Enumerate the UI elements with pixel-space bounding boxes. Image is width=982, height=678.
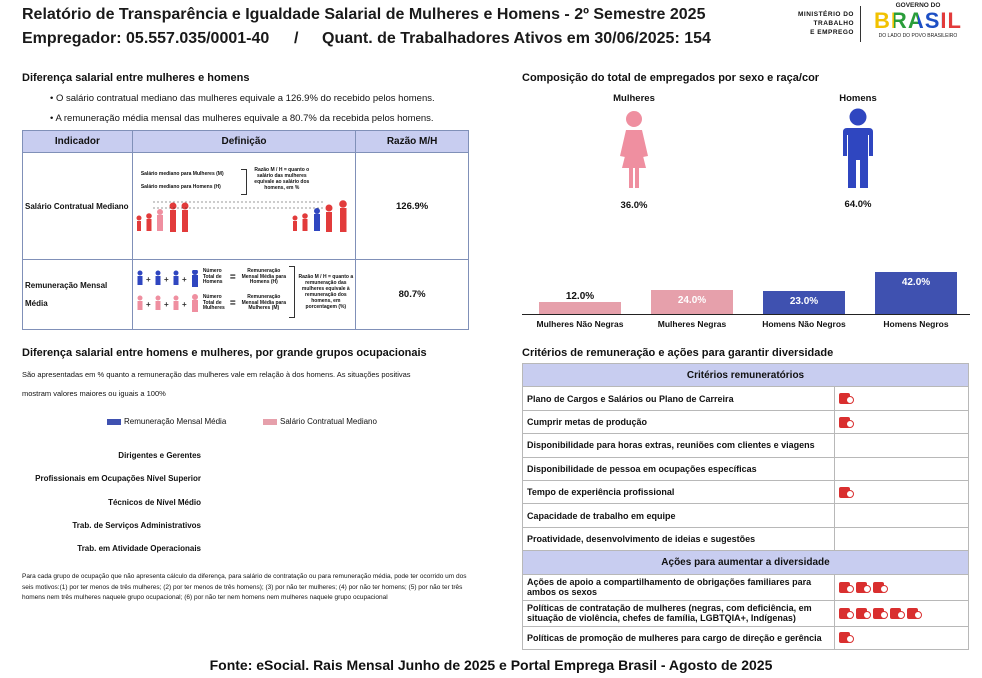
women-label: Mulheres (613, 93, 655, 104)
ministry-line-2: TRABALHO (813, 20, 854, 27)
occupational-footnote: Para cada grupo de ocupação que não apresenta cálculo da diferença, para salário de contratação ou para remuneração média, pode ter ocorrido um dos seis motivos:(1) por ter menos de três mulheres; (2) por ter menos de três homens); (3) por não ter mulheres; (4) por não ter homens; (5) por não ter três homens nem três mulheres naquele grupo ocupacional; (6) por não ter nem homens nem mulheres naquele grupo ocupacional (22, 573, 467, 601)
occupational-desc-1: São apresentadas em % quanto a remuneração das mulheres vale em relação à dos homens. As situações positivas (22, 370, 411, 379)
ratio-value: 80.7% (356, 260, 469, 330)
legend-label: Remuneração Mensal Média (124, 417, 227, 426)
company-building-icon (839, 417, 850, 428)
table-row (23, 153, 469, 260)
remuneration-criterion-row (523, 480, 969, 503)
col-header-ratio: Razão M/H (356, 131, 469, 153)
legend-label: Salário Contratual Mediano (280, 417, 377, 426)
table-row (23, 260, 469, 330)
company-building-icon (873, 582, 884, 593)
gov-logo-top: GOVERNO DO (895, 2, 941, 9)
criterion-icons (835, 626, 969, 649)
criterion-icons (835, 504, 969, 527)
def-men-median: Salário mediano para Homens (H) (140, 184, 221, 190)
salary-indicator-table (22, 130, 469, 330)
svg-text:+: + (181, 300, 187, 309)
criterion-icons (835, 410, 969, 433)
remuneration-criterion-row (523, 504, 969, 527)
indicator-name: Remuneração Mensal Média (23, 260, 133, 330)
criteria-title: Critérios de remuneração e ações para garantir diversidade (522, 347, 834, 359)
def-women-remuneration: Remuneração Mensal Média para Mulheres (M) (241, 294, 287, 311)
col-header-definition: Definição (132, 131, 355, 153)
men-percentage: 64.0% (844, 199, 872, 210)
diversity-action-row (523, 626, 969, 649)
company-building-icon (856, 608, 867, 619)
brace (289, 266, 295, 318)
criterion-label: Tempo de experiência profissional (523, 480, 835, 503)
criterion-label: Ações de apoio a compartilhamento de obrigações familiares para ambos os sexos (523, 574, 835, 600)
company-building-icon (856, 582, 867, 593)
bar-data-label: 23.0% (789, 296, 819, 307)
women-percentage: 36.0% (620, 200, 648, 211)
bar-data-label: 12.0% (565, 291, 595, 302)
def-men-remuneration: Remuneração Mensal Média para Homens (H) (241, 268, 287, 285)
company-building-icon (890, 608, 901, 619)
report-title: Relatório de Transparência e Igualdade Salarial de Mulheres e Homens - 2º Semestre 2025 (22, 6, 706, 23)
criterion-icons (835, 574, 969, 600)
definition-cell (132, 260, 355, 330)
occupation-group-label: Trab. em Atividade Operacionais (77, 544, 201, 553)
diversity-actions-header: Ações para aumentar a diversidade (523, 551, 969, 574)
criterion-icons (835, 457, 969, 480)
bar-data-label: 42.0% (901, 277, 931, 288)
svg-text:+: + (181, 275, 187, 284)
company-building-icon (907, 608, 918, 619)
criterion-label: Cumprir metas de produção (523, 410, 835, 433)
criterion-label: Políticas de promoção de mulheres para cargo de direção e gerência (523, 626, 835, 649)
woman-icon (612, 110, 656, 190)
category-label: Homens Negros (883, 319, 949, 329)
legend-swatch-pink (263, 419, 277, 425)
gov-logo-tagline: DO LADO DO POVO BRASILEIRO (878, 33, 958, 39)
svg-text:+: + (145, 275, 151, 284)
composition-title: Composição do total de empregados por sexo e raça/cor (522, 72, 820, 84)
def-note: Razão M / H = quanto o salário das mulheres equivale ao salário dos homens, em % (254, 167, 310, 191)
svg-text:+: + (163, 300, 169, 309)
occupational-desc-2: mostram valores maiores ou iguais a 100% (22, 389, 166, 398)
ministry-line-3: E EMPREGO (810, 29, 854, 36)
company-building-icon (839, 393, 850, 404)
criterion-icons (835, 527, 969, 550)
bar-data-label: 24.0% (677, 295, 707, 306)
bar-0 (539, 302, 621, 314)
def-total-men: Número Total de Homens (202, 268, 223, 285)
def-women-median: Salário mediano para Mulheres (M) (140, 171, 224, 177)
company-building-icon (839, 487, 850, 498)
occupation-group-label: Técnicos de Nível Médio (108, 498, 201, 507)
svg-text:+: + (145, 300, 151, 309)
category-label: Homens Não Negros (762, 319, 846, 329)
diversity-action-row (523, 574, 969, 600)
men-label: Homens (839, 93, 877, 104)
occupation-group-label: Dirigentes e Gerentes (118, 451, 201, 460)
occupation-group-label: Profissionais em Ocupações Nível Superior (35, 474, 201, 483)
company-building-icon (873, 608, 884, 619)
salary-people-illustration (133, 198, 357, 238)
category-label: Mulheres Não Negras (536, 319, 624, 329)
criterion-label: Políticas de contratação de mulheres (negras, com deficiência, em situação de violência, chefes de família, LGBTQIA+, Indígenas) (523, 600, 835, 626)
company-building-icon (839, 632, 850, 643)
remuneration-criterion-row (523, 387, 969, 410)
occupation-group-label: Trab. de Serviços Administrativos (72, 521, 201, 530)
race-composition-bar-chart (522, 262, 972, 334)
def-note: Razão M / H = quanto a remuneração das mulheres equivale à remuneração dos homens, em porcentagem (%) (298, 274, 354, 310)
logo-divider (860, 6, 861, 42)
remuneration-criterion-row (523, 527, 969, 550)
svg-text:+: + (163, 275, 169, 284)
ratio-value: 126.9% (356, 153, 469, 260)
equals-sign: = (229, 298, 236, 309)
criteria-table (522, 363, 969, 650)
criterion-label: Disponibilidade para horas extras, reuniões com clientes e viagens (523, 434, 835, 457)
salary-diff-title: Diferença salarial entre mulheres e homens (22, 72, 250, 84)
company-building-icon (839, 608, 850, 619)
category-label: Mulheres Negras (657, 319, 727, 329)
remuneration-criterion-row (523, 410, 969, 433)
salary-bullet-2: • A remuneração média mensal das mulheres equivale a 80.7% da recebida pelos homens. (50, 113, 434, 124)
indicator-name: Salário Contratual Mediano (23, 153, 133, 260)
criterion-label: Capacidade de trabalho em equipe (523, 504, 835, 527)
criterion-icons (835, 434, 969, 457)
gov-logo-brand: BRASIL (870, 9, 966, 33)
legend-salary (263, 417, 377, 426)
employer-label: Empregador: 05.557.035/0001-40 (22, 30, 270, 47)
salary-bullet-1: • O salário contratual mediano das mulheres equivale a 126.9% do recebido pelos homens. (50, 93, 435, 104)
criterion-label: Proatividade, desenvolvimento de ideias e sugestões (523, 527, 835, 550)
legend-swatch-blue (107, 419, 121, 425)
def-total-women: Número Total de Mulheres (202, 294, 225, 311)
criterion-icons (835, 600, 969, 626)
criterion-label: Disponibilidade de pessoa em ocupações específicas (523, 457, 835, 480)
col-header-indicator: Indicador (23, 131, 133, 153)
occupational-title: Diferença salarial entre homens e mulheres, por grande grupos ocupacionais (22, 347, 427, 359)
company-building-icon (839, 582, 850, 593)
gov-brazil-logo (870, 2, 966, 46)
ministry-line-1: MINISTÉRIO DO (798, 11, 854, 18)
criterion-icons (835, 480, 969, 503)
criterion-icons (835, 387, 969, 410)
header-separator: / (294, 30, 299, 47)
workers-count-label: Quant. de Trabalhadores Ativos em 30/06/2025: 154 (322, 30, 711, 47)
brace (241, 169, 247, 195)
man-icon (836, 108, 880, 190)
remuneration-criterion-row (523, 434, 969, 457)
diversity-action-row (523, 600, 969, 626)
legend-remuneration (107, 417, 226, 426)
ministry-logo (790, 10, 854, 37)
remuneration-people-illustration (135, 270, 201, 320)
remuneration-criteria-header: Critérios remuneratórios (523, 364, 969, 387)
source-footer: Fonte: eSocial. Rais Mensal Junho de 2025 e Portal Emprega Brasil - Agosto de 2025 (209, 657, 773, 673)
criterion-label: Plano de Cargos e Salários ou Plano de Carreira (523, 387, 835, 410)
definition-cell (132, 153, 355, 260)
remuneration-criterion-row (523, 457, 969, 480)
equals-sign: = (229, 272, 236, 283)
